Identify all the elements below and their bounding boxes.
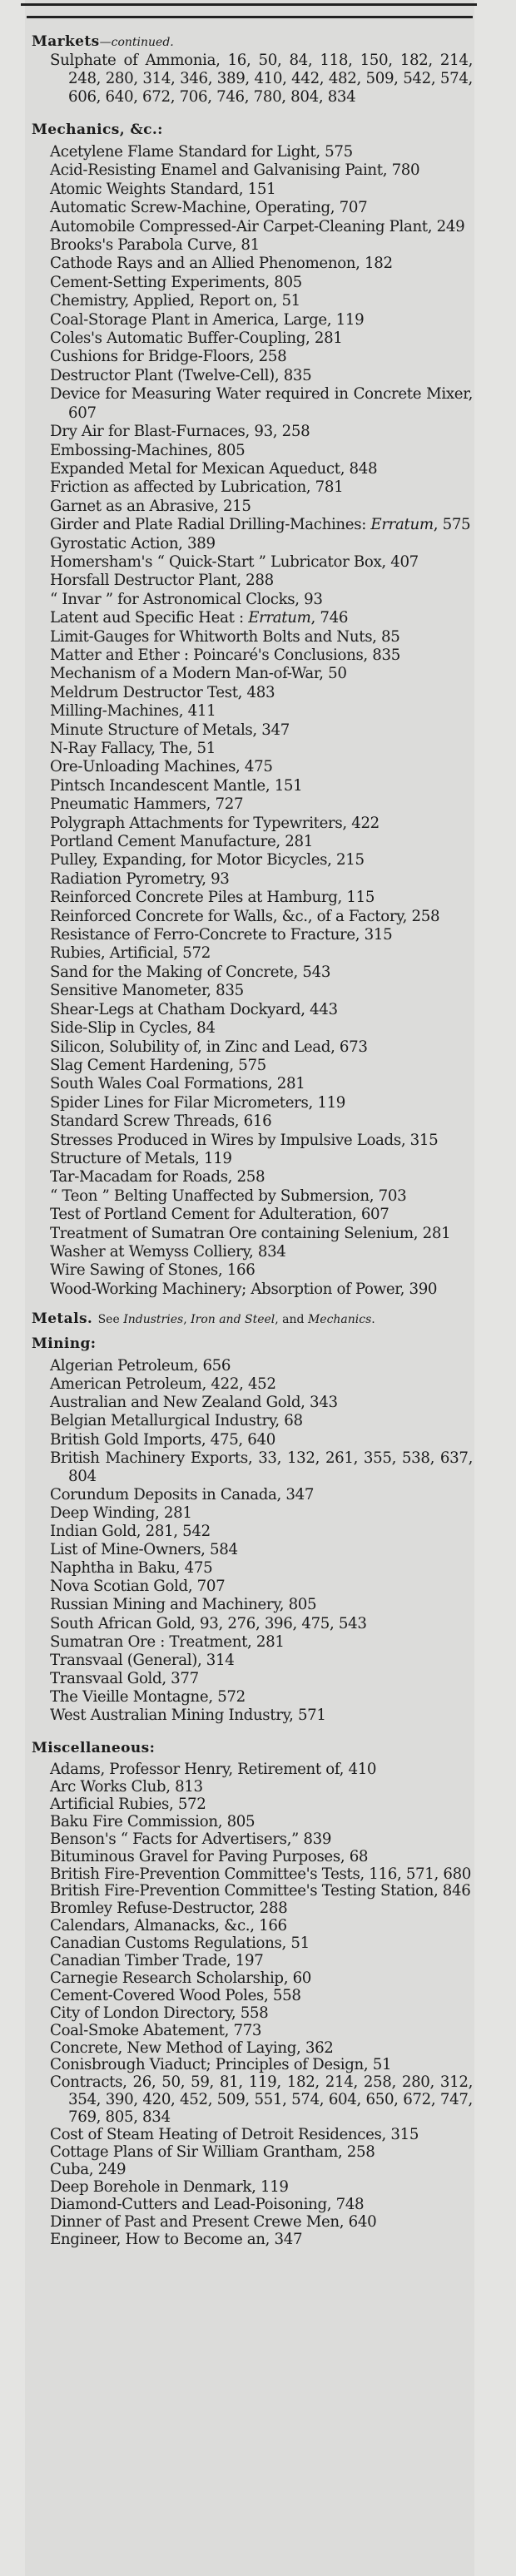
index-entry: Rubies, Artificial, 572 — [50, 944, 211, 963]
index-entry: Spider Lines for Filar Micrometers, 119 — [50, 1093, 346, 1112]
index-entry: List of Mine-Owners, 584 — [50, 1541, 238, 1559]
index-entry: Automatic Screw-Machine, Operating, 707 — [50, 199, 368, 217]
index-entry: Pneumatic Hammers, 727 — [50, 795, 244, 814]
index-entry: Carnegie Research Scholarship, 60 — [50, 1969, 312, 1987]
index-entry: British Fire-Prevention Committee's Tests, 116, 571, 680 — [50, 1865, 472, 1883]
index-entry: British Machinery Exports, 33, 132, 261, 355, 538, 637, 804 — [50, 1449, 473, 1485]
index-entry: Friction as affected by Lubrication, 781 — [50, 478, 344, 497]
index-entry: Deep Borehole in Denmark, 119 — [50, 2177, 289, 2196]
index-entry: South Wales Coal Formations, 281 — [50, 1075, 305, 1093]
index-entry: “ Teon ” Belting Unaffected by Submersion, 703 — [50, 1186, 407, 1205]
index-entry: Side-Slip in Cycles, 84 — [50, 1019, 216, 1038]
index-entry: City of London Directory, 558 — [50, 2004, 269, 2022]
index-entry: Wire Sawing of Stones, 166 — [50, 1261, 256, 1280]
index-entry: Slag Cement Hardening, 575 — [50, 1056, 266, 1074]
index-entry — [32, 516, 473, 534]
index-entry: Reinforced Concrete for Walls, &c., of a Factory, 258 — [50, 907, 440, 925]
index-entry: Nova Scotian Gold, 707 — [50, 1578, 226, 1596]
index-entry: Embossing-Machines, 805 — [50, 441, 246, 459]
index-entry: Contracts, 26, 50, 59, 81, 119, 182, 214, 258, 280, 312, 354, 390, 420, 452, 509, 551, 574, 604, 650, 672, 747, 769, 805, 834 — [50, 2073, 473, 2127]
section-heading: Mechanics, &c.: — [32, 121, 163, 138]
entry-list — [32, 143, 473, 1299]
index-entry: Calendars, Almanacks, &c., 166 — [50, 1917, 287, 1935]
index-entry: British Gold Imports, 475, 640 — [50, 1430, 275, 1449]
index-entry: Artificial Rubies, 572 — [50, 1795, 206, 1813]
index-entry: Pintsch Incandescent Mantle, 151 — [50, 776, 303, 795]
index-entry: Destructor Plant (Twelve-Cell), 835 — [50, 366, 312, 384]
index-entry: Belgian Metallurgical Industry, 68 — [50, 1412, 303, 1430]
index-entry: Cottage Plans of Sir William Grantham, 258 — [50, 2143, 375, 2161]
heading-text: Markets — [32, 33, 100, 50]
index-entry: Coles's Automatic Buffer-Coupling, 281 — [50, 329, 343, 348]
index-entry: Naphtha in Baku, 475 — [50, 1559, 213, 1578]
index-entry: Bromley Refuse-Destructor, 288 — [50, 1900, 288, 1918]
index-entry: Horsfall Destructor Plant, 288 — [50, 572, 274, 590]
index-entry: Silicon, Solubility of, in Zinc and Lead, 673 — [50, 1038, 368, 1056]
index-entry: Chemistry, Applied, Report on, 51 — [50, 292, 300, 310]
index-entry: Atomic Weights Standard, 151 — [50, 180, 276, 198]
index-entry: Cost of Steam Heating of Detroit Residences, 315 — [50, 2126, 419, 2144]
index-entry: Diamond-Cutters and Lead-Poisoning, 748 — [50, 2195, 365, 2213]
index-entry: Milling-Machines, 411 — [50, 702, 216, 721]
cross-ref: Mechanics — [307, 1313, 372, 1327]
index-entry: Canadian Customs Regulations, 51 — [50, 1934, 310, 1953]
entry-erratum: Erratum — [370, 516, 434, 534]
index-entry: Brooks's Parabola Curve, 81 — [50, 236, 260, 255]
index-entry: Washer at Wemyss Colliery, 834 — [50, 1242, 286, 1261]
index-entry: Pulley, Expanding, for Motor Bicycles, 215 — [50, 851, 365, 869]
section-markets — [32, 32, 473, 107]
section-heading — [32, 1309, 473, 1329]
index-entry: Automobile Compressed-Air Carpet-Cleaning Plant, 249 — [50, 217, 465, 235]
index-entry: Test of Portland Cement for Adulteration, 607 — [50, 1206, 389, 1224]
index-entry: Canadian Timber Trade, 197 — [50, 1952, 264, 1970]
entry-list — [32, 1761, 473, 2248]
index-content — [32, 32, 473, 2248]
entry-text: Latent aud Specific Heat : — [50, 609, 249, 627]
index-entry: Cushions for Bridge-Floors, 258 — [50, 348, 287, 366]
index-entry: Arc Works Club, 813 — [50, 1777, 203, 1796]
heading-suffix: —continued. — [99, 36, 174, 49]
separator: , and — [275, 1313, 308, 1327]
heading-text: Metals. — [32, 1310, 93, 1328]
index-entry: Shear-Legs at Chatham Dockyard, 443 — [50, 1000, 338, 1018]
index-entry: Deep Winding, 281 — [50, 1503, 192, 1522]
section-heading: Miscellaneous: — [32, 1740, 156, 1757]
index-entry: Engineer, How to Become an, 347 — [50, 2230, 303, 2248]
index-entry: Gyrostatic Action, 389 — [50, 534, 216, 552]
index-entry: Sulphate of Ammonia, 16, 50, 84, 118, 150, 182, 214, 248, 280, 314, 346, 389, 410, 442, 482, 509, 542, 574, 606, 640, 672, 706, 746, 780, 804, 834 — [50, 52, 473, 106]
index-entry: Garnet as an Abrasive, 215 — [50, 497, 251, 515]
index-entry: Acid-Resisting Enamel and Galvanising Paint, 780 — [50, 161, 420, 180]
index-entry: Reinforced Concrete Piles at Hamburg, 115 — [50, 889, 375, 907]
index-entry: Wood-Working Machinery; Absorption of Power, 390 — [50, 1280, 438, 1298]
section-metals — [32, 1309, 473, 1329]
index-entry: Benson's “ Facts for Advertisers,” 839 — [50, 1830, 332, 1848]
index-entry: The Vieille Montagne, 572 — [50, 1687, 246, 1706]
entry-list — [32, 52, 473, 107]
index-entry: Bituminous Gravel for Paving Purposes, 68 — [50, 1847, 369, 1865]
index-entry: Russian Mining and Machinery, 805 — [50, 1596, 317, 1614]
index-entry: Cuba, 249 — [50, 2160, 127, 2178]
index-entry: Australian and New Zealand Gold, 343 — [50, 1394, 338, 1412]
section-miscellaneous — [32, 1738, 473, 2248]
index-entry: American Petroleum, 422, 452 — [50, 1375, 276, 1394]
index-entry: Indian Gold, 281, 542 — [50, 1523, 211, 1541]
index-entry: Radiation Pyrometry, 93 — [50, 869, 230, 888]
index-entry: Expanded Metal for Mexican Aqueduct, 848 — [50, 459, 378, 478]
index-entry: Coal-Smoke Abatement, 773 — [50, 2021, 262, 2039]
top-rule-second — [27, 16, 473, 18]
index-entry: Adams, Professor Henry, Retirement of, 410 — [50, 1761, 377, 1779]
index-entry: Matter and Ether : Poincaré's Conclusions, 835 — [50, 646, 400, 664]
index-entry: Cathode Rays and an Allied Phenomenon, 182 — [50, 255, 393, 273]
index-entry: Portland Cement Manufacture, 281 — [50, 833, 313, 851]
index-entry: Sand for the Making of Concrete, 543 — [50, 963, 331, 981]
index-entry: Concrete, New Method of Laying, 362 — [50, 2039, 334, 2057]
see-label: See — [97, 1313, 120, 1327]
index-entry: Acetylene Flame Standard for Light, 575 — [50, 143, 353, 161]
index-entry: Standard Screw Threads, 616 — [50, 1112, 272, 1131]
index-entry: Structure of Metals, 119 — [50, 1149, 232, 1167]
index-entry: Limit-Gauges for Whitworth Bolts and Nuts, 85 — [50, 627, 400, 646]
index-entry: Coal-Storage Plant in America, Large, 119 — [50, 310, 365, 329]
section-mining — [32, 1334, 473, 1725]
entry-text: Girder and Plate Radial Drilling-Machines: — [50, 516, 371, 534]
see-reference — [98, 1313, 375, 1326]
cross-ref: Industries — [123, 1313, 184, 1327]
entry-erratum: Erratum — [248, 609, 311, 627]
index-entry: Minute Structure of Metals, 347 — [50, 721, 290, 739]
section-heading: Mining: — [32, 1335, 97, 1353]
index-entry: Homersham's “ Quick-Start ” Lubricator Box, 407 — [50, 552, 419, 571]
entry-pages: , 746 — [310, 609, 349, 627]
index-entry: West Australian Mining Industry, 571 — [50, 1706, 326, 1724]
index-entry: Polygraph Attachments for Typewriters, 422 — [50, 814, 380, 832]
index-entry: Sumatran Ore : Treatment, 281 — [50, 1632, 285, 1651]
index-entry: Corundum Deposits in Canada, 347 — [50, 1485, 315, 1503]
index-entry: Mechanism of a Modern Man-of-War, 50 — [50, 665, 347, 683]
section-mechanics — [32, 120, 473, 1299]
index-entry: Transvaal (General), 314 — [50, 1651, 235, 1669]
index-entry: Baku Fire Commission, 805 — [50, 1812, 256, 1830]
index-entry: Cement-Covered Wood Poles, 558 — [50, 1986, 301, 2004]
index-entry: “ Invar ” for Astronomical Clocks, 93 — [50, 590, 323, 608]
index-entry: Treatment of Sumatran Ore containing Selenium, 281 — [50, 1224, 451, 1242]
index-entry: Algerian Petroleum, 656 — [50, 1357, 231, 1375]
index-entry: Dry Air for Blast-Furnaces, 93, 258 — [50, 423, 310, 441]
index-entry: Stresses Produced in Wires by Impulsive Loads, 315 — [50, 1131, 439, 1149]
index-entry: Device for Measuring Water required in Concrete Mixer, 607 — [50, 385, 473, 422]
index-entry: Cement-Setting Experiments, 805 — [50, 273, 302, 291]
index-entry: N-Ray Fallacy, The, 51 — [50, 740, 216, 757]
index-entry: British Fire-Prevention Committee's Testing Station, 846 — [50, 1882, 471, 1900]
index-entry: Conisbrough Viaduct; Principles of Design, 51 — [50, 2056, 392, 2074]
index-entry: Resistance of Ferro-Concrete to Fracture, 315 — [50, 926, 393, 944]
top-rule — [21, 3, 477, 6]
index-entry: Ore-Unloading Machines, 475 — [50, 758, 273, 776]
index-entry: Transvaal Gold, 377 — [50, 1669, 199, 1687]
index-entry: South African Gold, 93, 276, 396, 475, 543 — [50, 1614, 367, 1632]
separator: . — [371, 1313, 375, 1327]
index-entry: Tar-Macadam for Roads, 258 — [50, 1168, 265, 1186]
entry-list — [32, 1357, 473, 1725]
cross-ref: Iron and Steel — [191, 1313, 275, 1327]
entry-pages: , 575 — [433, 516, 471, 534]
index-entry: Dinner of Past and Present Crewe Men, 640 — [50, 2212, 377, 2231]
section-heading — [32, 32, 473, 52]
separator: , — [183, 1313, 191, 1327]
index-entry: Sensitive Manometer, 835 — [50, 982, 244, 1000]
index-entry: Meldrum Destructor Test, 483 — [50, 683, 275, 701]
index-entry — [32, 609, 473, 627]
